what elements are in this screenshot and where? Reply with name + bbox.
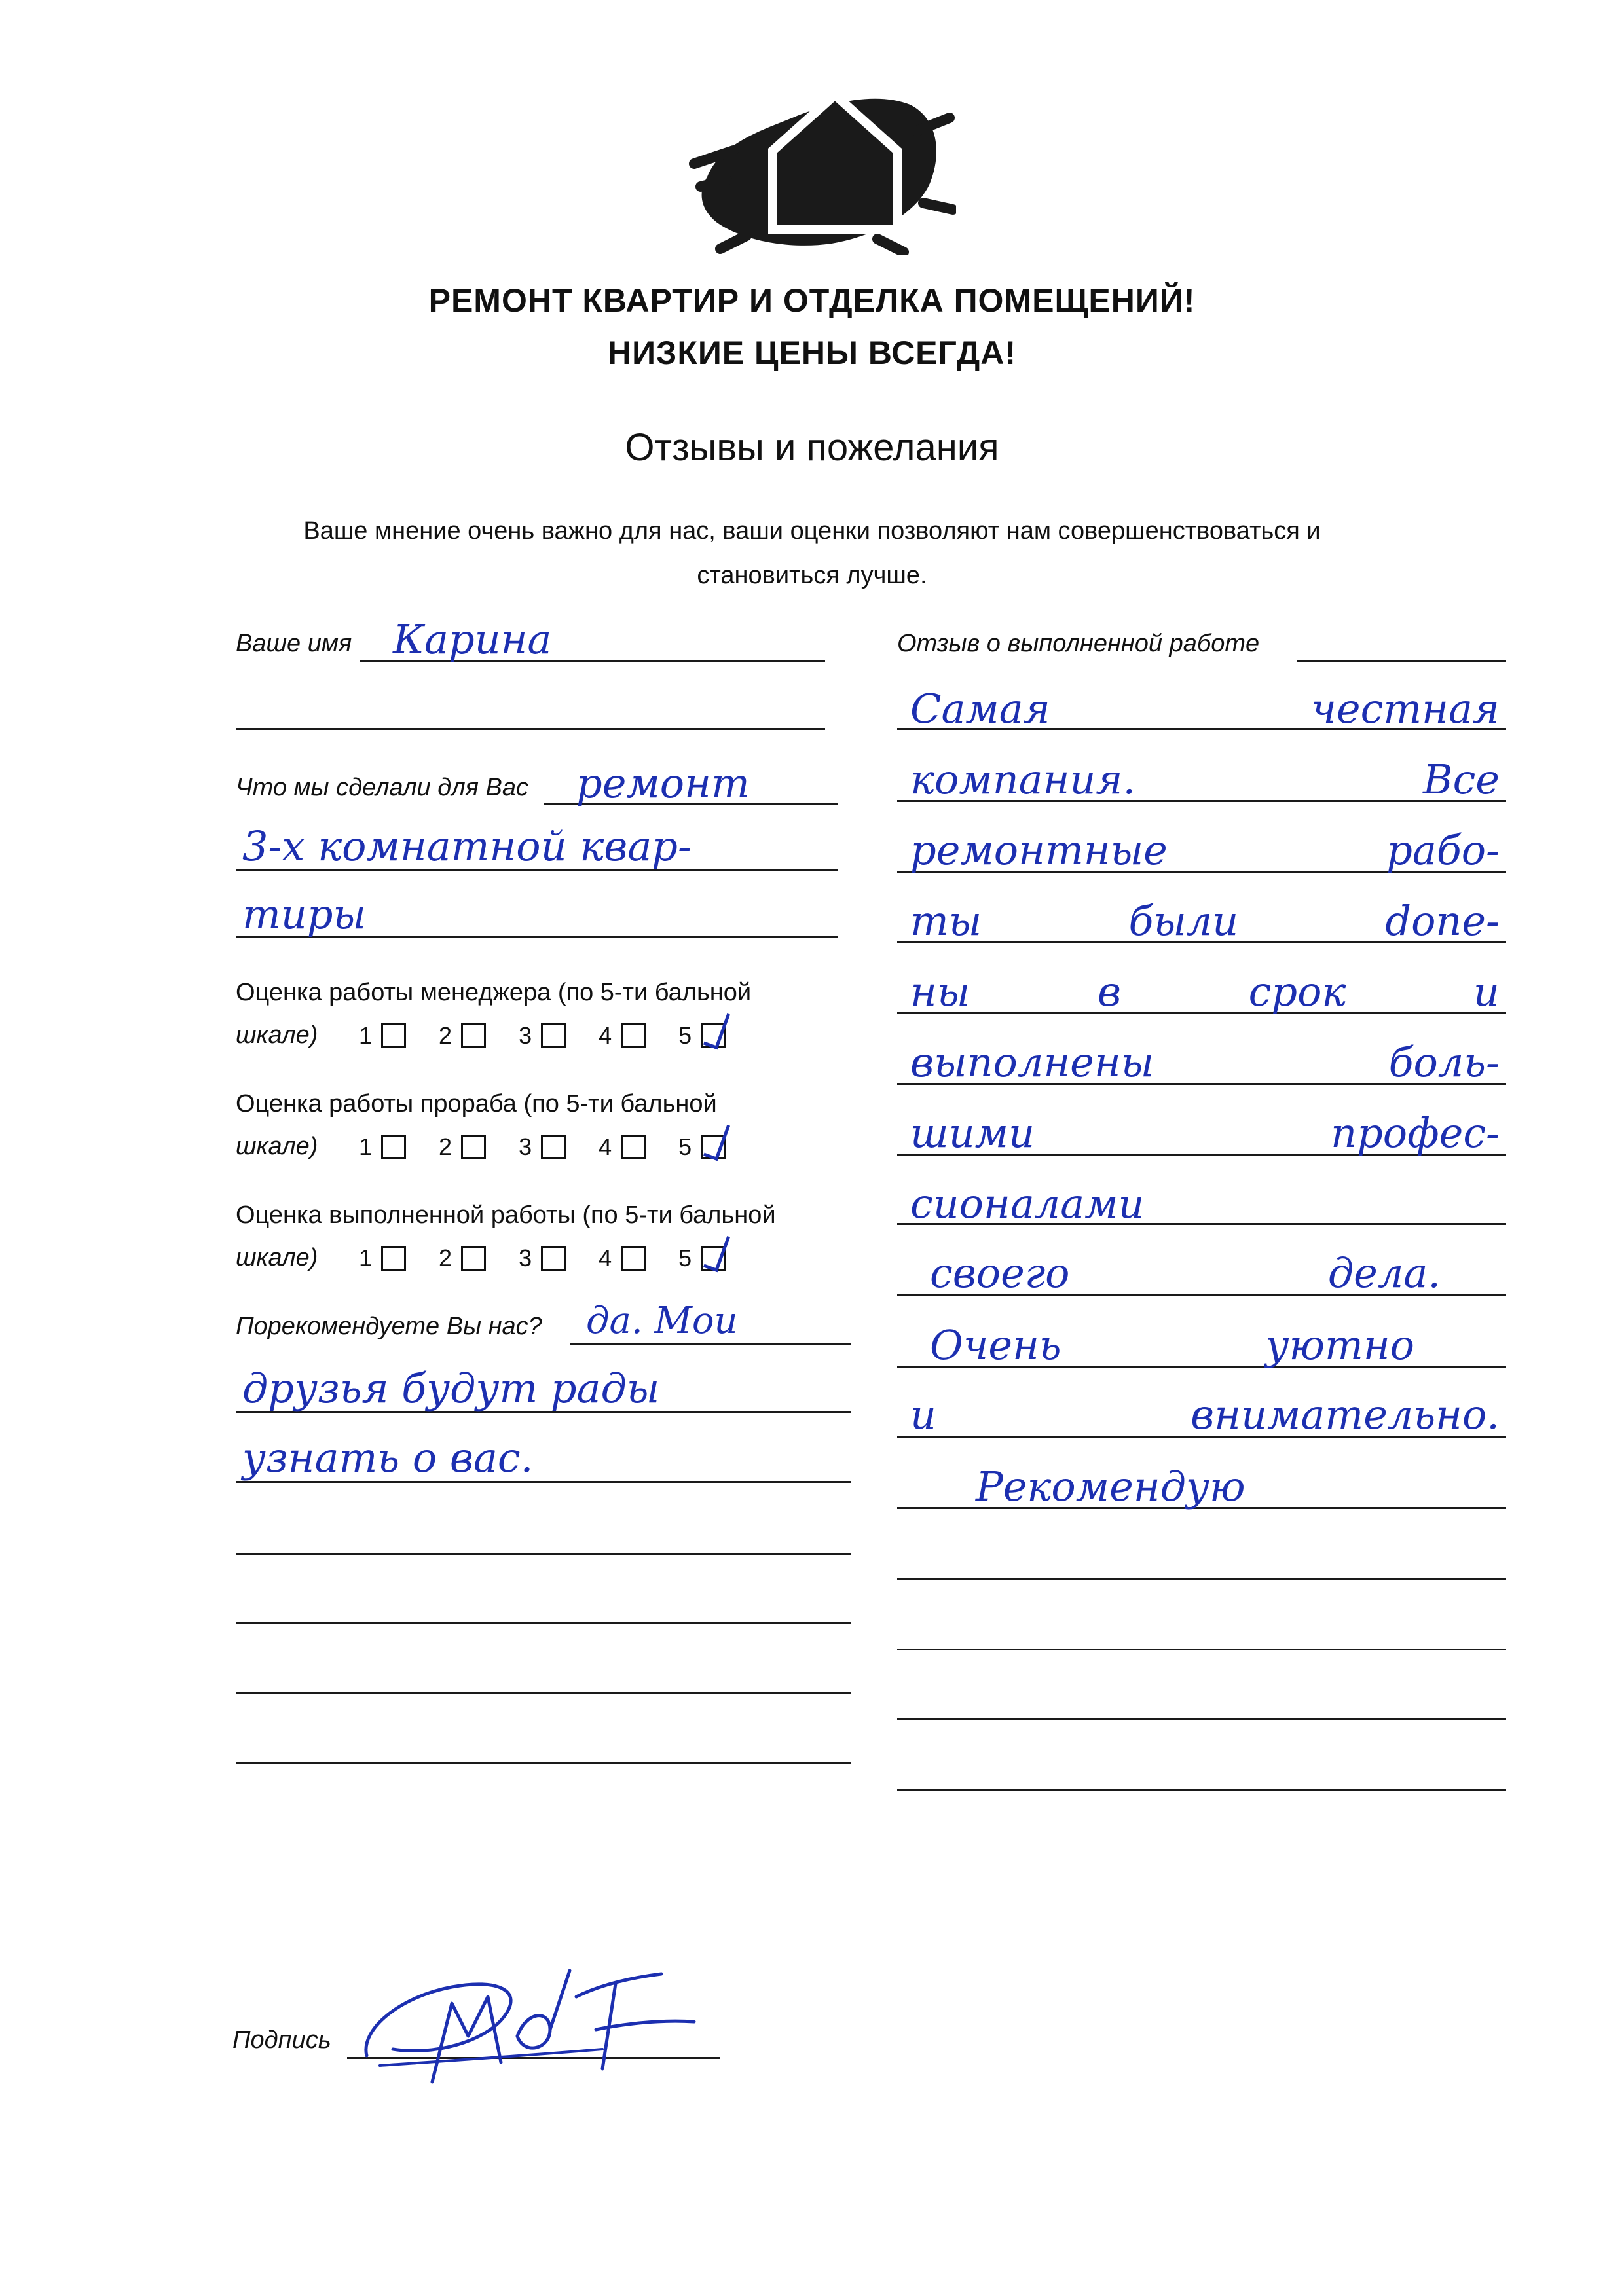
- rating-work-checkbox-5[interactable]: [701, 1246, 726, 1271]
- rating-manager-scale-label: шкале): [236, 1021, 318, 1049]
- review-value-8[interactable]: сионалами: [910, 1180, 1145, 1228]
- name-value[interactable]: Карина: [393, 615, 552, 663]
- rating-manager-option-3-label: 3: [519, 1022, 532, 1049]
- review-value-11[interactable]: и внимательно.: [910, 1391, 1500, 1438]
- rating-work-option-3-label: 3: [519, 1245, 532, 1271]
- review-line-13: [897, 1578, 1506, 1580]
- rating-foreman-option-5-label: 5: [678, 1133, 692, 1160]
- recommend-line-7: [236, 1762, 851, 1764]
- rating-work-checkbox-4[interactable]: [621, 1246, 646, 1271]
- rating-manager-checkbox-5[interactable]: [701, 1023, 726, 1048]
- rating-foreman-checkbox-5[interactable]: [701, 1135, 726, 1159]
- rating-foreman-checkbox-3[interactable]: [541, 1135, 566, 1159]
- review-line-16: [897, 1789, 1506, 1791]
- rating-foreman-label: Оценка работы прораба (по 5-ти бальной: [236, 1090, 717, 1118]
- name-label: Ваше имя: [236, 630, 352, 657]
- rating-manager-checkbox-3[interactable]: [541, 1023, 566, 1048]
- rating-work-option-4-label: 4: [599, 1245, 612, 1271]
- work-done-value-2[interactable]: 3-х комнатной квар-: [242, 822, 692, 870]
- intro-line2: становиться лучше.: [697, 562, 927, 589]
- review-line-14: [897, 1649, 1506, 1650]
- house-brush-logo-icon: [681, 72, 956, 255]
- name-line-2: [236, 728, 825, 730]
- rating-work-scale-label: шкале): [236, 1244, 318, 1271]
- rating-manager-options: [359, 1022, 758, 1049]
- review-value-5[interactable]: ны в срок и: [910, 968, 1500, 1015]
- recommend-line-6: [236, 1692, 851, 1694]
- rating-work-option-5-label: 5: [678, 1245, 692, 1271]
- rating-foreman-scale-label: шкале): [236, 1133, 318, 1160]
- work-done-value-3[interactable]: тиры: [242, 890, 366, 938]
- rating-foreman-option-1-label: 1: [359, 1133, 373, 1160]
- rating-work-checkbox-2[interactable]: [461, 1246, 486, 1271]
- work-done-value-1[interactable]: ремонт: [576, 759, 750, 807]
- rating-manager-option-1-label: 1: [359, 1022, 373, 1049]
- rating-foreman-checkbox-1[interactable]: [381, 1135, 406, 1159]
- rating-work-label: Оценка выполненной работы (по 5-ти бальной: [236, 1201, 776, 1229]
- rating-work-checkbox-1[interactable]: [381, 1246, 406, 1271]
- recommend-value-1[interactable]: да. Мои: [586, 1300, 738, 1342]
- rating-work-options: [359, 1245, 758, 1272]
- review-label: Отзыв о выполненной работе: [897, 630, 1260, 657]
- heading-line2: НИЗКИЕ ЦЕНЫ ВСЕГДА!: [607, 335, 1017, 371]
- recommend-value-2[interactable]: друзья будут рады: [242, 1364, 660, 1412]
- intro-line1: Ваше мнение очень важно для нас, ваши оценки позволяют нам совершенствоваться и: [303, 517, 1321, 545]
- heading-line1: РЕМОНТ КВАРТИР И ОТДЕЛКА ПОМЕЩЕНИЙ!: [428, 282, 1196, 319]
- rating-foreman-option-3-label: 3: [519, 1133, 532, 1160]
- rating-manager-checkbox-2[interactable]: [461, 1023, 486, 1048]
- review-line-0: [1297, 660, 1506, 662]
- recommend-value-3[interactable]: узнать о вас.: [242, 1434, 534, 1482]
- review-line-15: [897, 1718, 1506, 1720]
- rating-manager-checkbox-1[interactable]: [381, 1023, 406, 1048]
- review-value-7[interactable]: шими профес-: [910, 1109, 1500, 1157]
- signature-label: Подпись: [232, 2026, 331, 2054]
- rating-manager-option-5-label: 5: [678, 1022, 692, 1049]
- recommend-line-5: [236, 1622, 851, 1624]
- review-value-6[interactable]: выполнены боль-: [910, 1038, 1500, 1086]
- rating-work-option-2-label: 2: [439, 1245, 452, 1271]
- rating-foreman-option-4-label: 4: [599, 1133, 612, 1160]
- recommend-line-1: [570, 1343, 851, 1345]
- rating-manager-option-2-label: 2: [439, 1022, 452, 1049]
- rating-manager-label: Оценка работы менеджера (по 5-ти бальной: [236, 979, 752, 1006]
- work-done-label: Что мы сделали для Вас: [236, 774, 528, 801]
- review-value-10[interactable]: Очень уютно: [930, 1321, 1414, 1369]
- rating-manager-option-4-label: 4: [599, 1022, 612, 1049]
- rating-manager-checkbox-4[interactable]: [621, 1023, 646, 1048]
- rating-work-option-1-label: 1: [359, 1245, 373, 1271]
- review-value-4[interactable]: ты были done-: [910, 897, 1500, 945]
- rating-foreman-checkbox-2[interactable]: [461, 1135, 486, 1159]
- recommend-line-4: [236, 1553, 851, 1555]
- review-value-1[interactable]: Самая честная: [910, 685, 1500, 733]
- rating-foreman-option-2-label: 2: [439, 1133, 452, 1160]
- signature-drawing[interactable]: [354, 1958, 720, 2088]
- review-value-9[interactable]: своего дела.: [930, 1249, 1441, 1297]
- rating-work-checkbox-3[interactable]: [541, 1246, 566, 1271]
- review-value-3[interactable]: ремонтные рабо-: [910, 826, 1500, 874]
- review-value-2[interactable]: компания. Все: [910, 756, 1500, 803]
- review-value-12[interactable]: Рекомендую: [976, 1463, 1246, 1510]
- rating-foreman-checkbox-4[interactable]: [621, 1135, 646, 1159]
- rating-foreman-options: [359, 1133, 758, 1161]
- recommend-label: Порекомендуете Вы нас?: [236, 1313, 542, 1340]
- page-title: Отзывы и пожелания: [625, 426, 999, 469]
